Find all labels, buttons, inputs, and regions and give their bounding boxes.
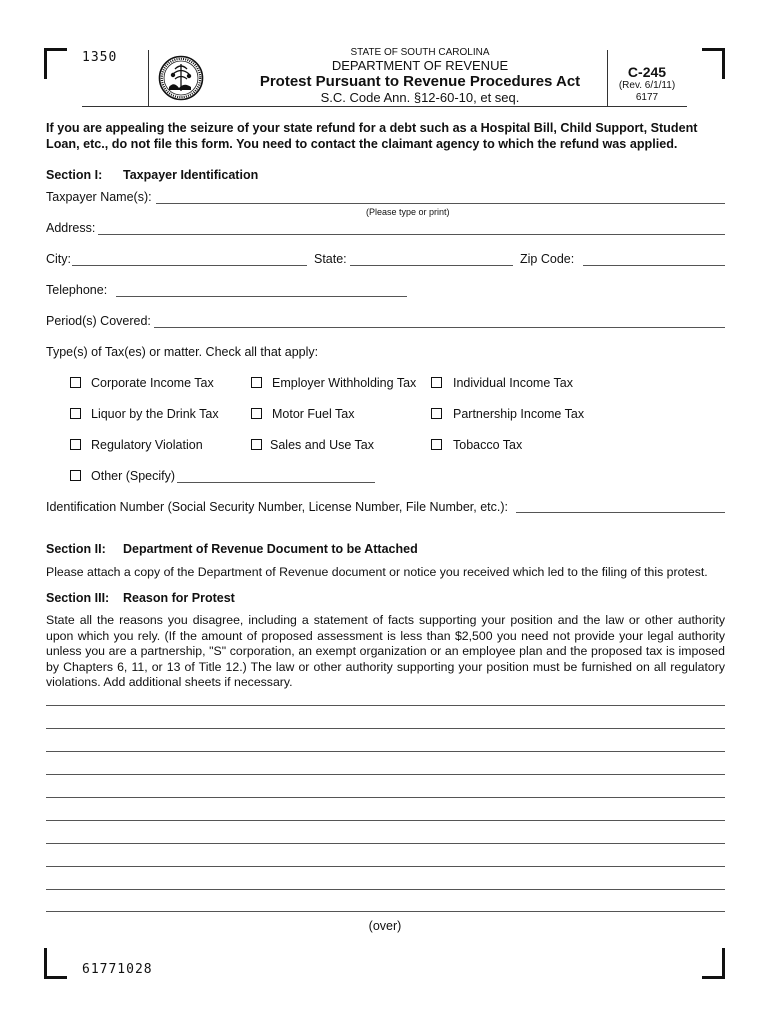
- checkbox-corporate-income-tax[interactable]: [70, 377, 81, 388]
- checkbox-sales-and-use-tax[interactable]: [251, 439, 262, 450]
- reason-line[interactable]: [46, 820, 725, 821]
- header-rule-right: [607, 106, 687, 107]
- label-liquor-by-the-drink-tax: Liquor by the Drink Tax: [91, 407, 219, 421]
- checkbox-motor-fuel-tax[interactable]: [251, 408, 262, 419]
- checkbox-employer-withholding-tax[interactable]: [251, 377, 262, 388]
- checkbox-regulatory-violation[interactable]: [70, 439, 81, 450]
- periods-covered-label: Period(s) Covered:: [46, 314, 151, 328]
- checkbox-tobacco-tax[interactable]: [431, 439, 442, 450]
- label-partnership-income-tax: Partnership Income Tax: [453, 407, 585, 421]
- reason-line[interactable]: [46, 705, 725, 706]
- label-corporate-income-tax: Corporate Income Tax: [91, 376, 214, 390]
- corner-mark-top-left: [44, 48, 67, 79]
- identification-number-field[interactable]: [516, 512, 725, 513]
- section1-heading-title: Taxpayer Identification: [123, 168, 259, 182]
- form-code-bottom: 61771028: [82, 962, 153, 977]
- section2-instructions: Please attach a copy of the Department of Revenue document or notice you received which led to the filing of this protest.: [46, 565, 708, 579]
- corner-mark-bottom-right: [702, 948, 725, 979]
- form-revision-code: 6177: [635, 92, 659, 103]
- corner-mark-top-right: [702, 48, 725, 79]
- taxpayer-name-field[interactable]: [156, 203, 725, 204]
- refund-seizure-notice: If you are appealing the seizure of your state refund for a debt such as a Hospital Bill, Child Support, Student Loan, etc., do not file this form. You need to contact the claimant agency to which the refund was applied.: [46, 121, 698, 151]
- reason-line[interactable]: [46, 728, 725, 729]
- state-field[interactable]: [350, 265, 513, 266]
- zip-code-label: Zip Code:: [520, 252, 575, 266]
- form-revision: (Rev. 6/1/11): [618, 80, 676, 91]
- label-regulatory-violation: Regulatory Violation: [91, 438, 203, 452]
- checkbox-other[interactable]: [70, 470, 81, 481]
- section2-heading-num: Section II:: [46, 542, 106, 556]
- address-label: Address:: [46, 221, 96, 235]
- checkbox-partnership-income-tax[interactable]: [431, 408, 442, 419]
- reason-line[interactable]: [46, 889, 725, 890]
- label-sales-and-use-tax: Sales and Use Tax: [270, 438, 374, 452]
- taxpayer-name-label: Taxpayer Name(s):: [46, 190, 152, 204]
- section3-heading-title: Reason for Protest: [123, 591, 235, 605]
- state-seal-icon: [158, 55, 204, 101]
- label-individual-income-tax: Individual Income Tax: [453, 376, 573, 390]
- city-field[interactable]: [72, 265, 307, 266]
- zip-code-field[interactable]: [583, 265, 725, 266]
- reason-line[interactable]: [46, 751, 725, 752]
- checkbox-individual-income-tax[interactable]: [431, 377, 442, 388]
- label-employer-withholding-tax: Employer Withholding Tax: [272, 376, 417, 390]
- checkbox-liquor-by-the-drink-tax[interactable]: [70, 408, 81, 419]
- department-name: DEPARTMENT OF REVENUE: [331, 58, 509, 73]
- telephone-field[interactable]: [116, 296, 407, 297]
- reason-line[interactable]: [46, 866, 725, 867]
- other-specify-field[interactable]: [177, 482, 375, 483]
- reason-line[interactable]: [46, 843, 725, 844]
- periods-covered-field[interactable]: [154, 327, 725, 328]
- tax-types-label: Type(s) of Tax(es) or matter. Check all that apply:: [46, 345, 319, 359]
- city-label: City:: [46, 252, 71, 266]
- reason-line[interactable]: [46, 797, 725, 798]
- form-title: Protest Pursuant to Revenue Procedures Act: [259, 73, 581, 90]
- state-name: STATE OF SOUTH CAROLINA: [350, 47, 490, 58]
- label-tobacco-tax: Tobacco Tax: [453, 438, 523, 452]
- address-field[interactable]: [98, 234, 725, 235]
- section2-heading-title: Department of Revenue Document to be Attached: [123, 542, 418, 556]
- identification-number-label: Identification Number (Social Security Number, License Number, File Number, etc.):: [46, 500, 508, 514]
- form-code-top: 1350: [82, 50, 118, 65]
- header-rule-middle: [148, 106, 608, 107]
- reason-line[interactable]: [46, 774, 725, 775]
- section1-heading-num: Section I:: [46, 168, 103, 182]
- corner-mark-bottom-left: [44, 948, 67, 979]
- telephone-label: Telephone:: [46, 283, 108, 297]
- section3-instructions: State all the reasons you disagree, including a statement of facts supporting your position and the law or other authority upon which you rely. (If the amount of proposed assessment is less than $2,500 you need not provide your legal authority unless you are a partnership, "S" corporation, an exempt organization or an employee plan and the proposed tax is imposed by Chapters 6, 11, or 13 of Title 12.) The law or other authority supporting your position must be furnished on all regulatory violations. Add additional sheets if necessary.: [46, 613, 725, 689]
- header-divider-left: [148, 50, 149, 107]
- state-label: State:: [314, 252, 347, 266]
- section3-heading-num: Section III:: [46, 591, 110, 605]
- header-rule-left: [82, 106, 148, 107]
- over-note: (over): [368, 919, 402, 933]
- code-citation: S.C. Code Ann. §12-60-10, et seq.: [320, 90, 520, 105]
- label-motor-fuel-tax: Motor Fuel Tax: [272, 407, 355, 421]
- type-or-print-note: (Please type or print): [366, 207, 450, 217]
- reason-line[interactable]: [46, 911, 725, 912]
- label-other-specify: Other (Specify): [91, 469, 176, 483]
- form-number: C-245: [627, 64, 667, 80]
